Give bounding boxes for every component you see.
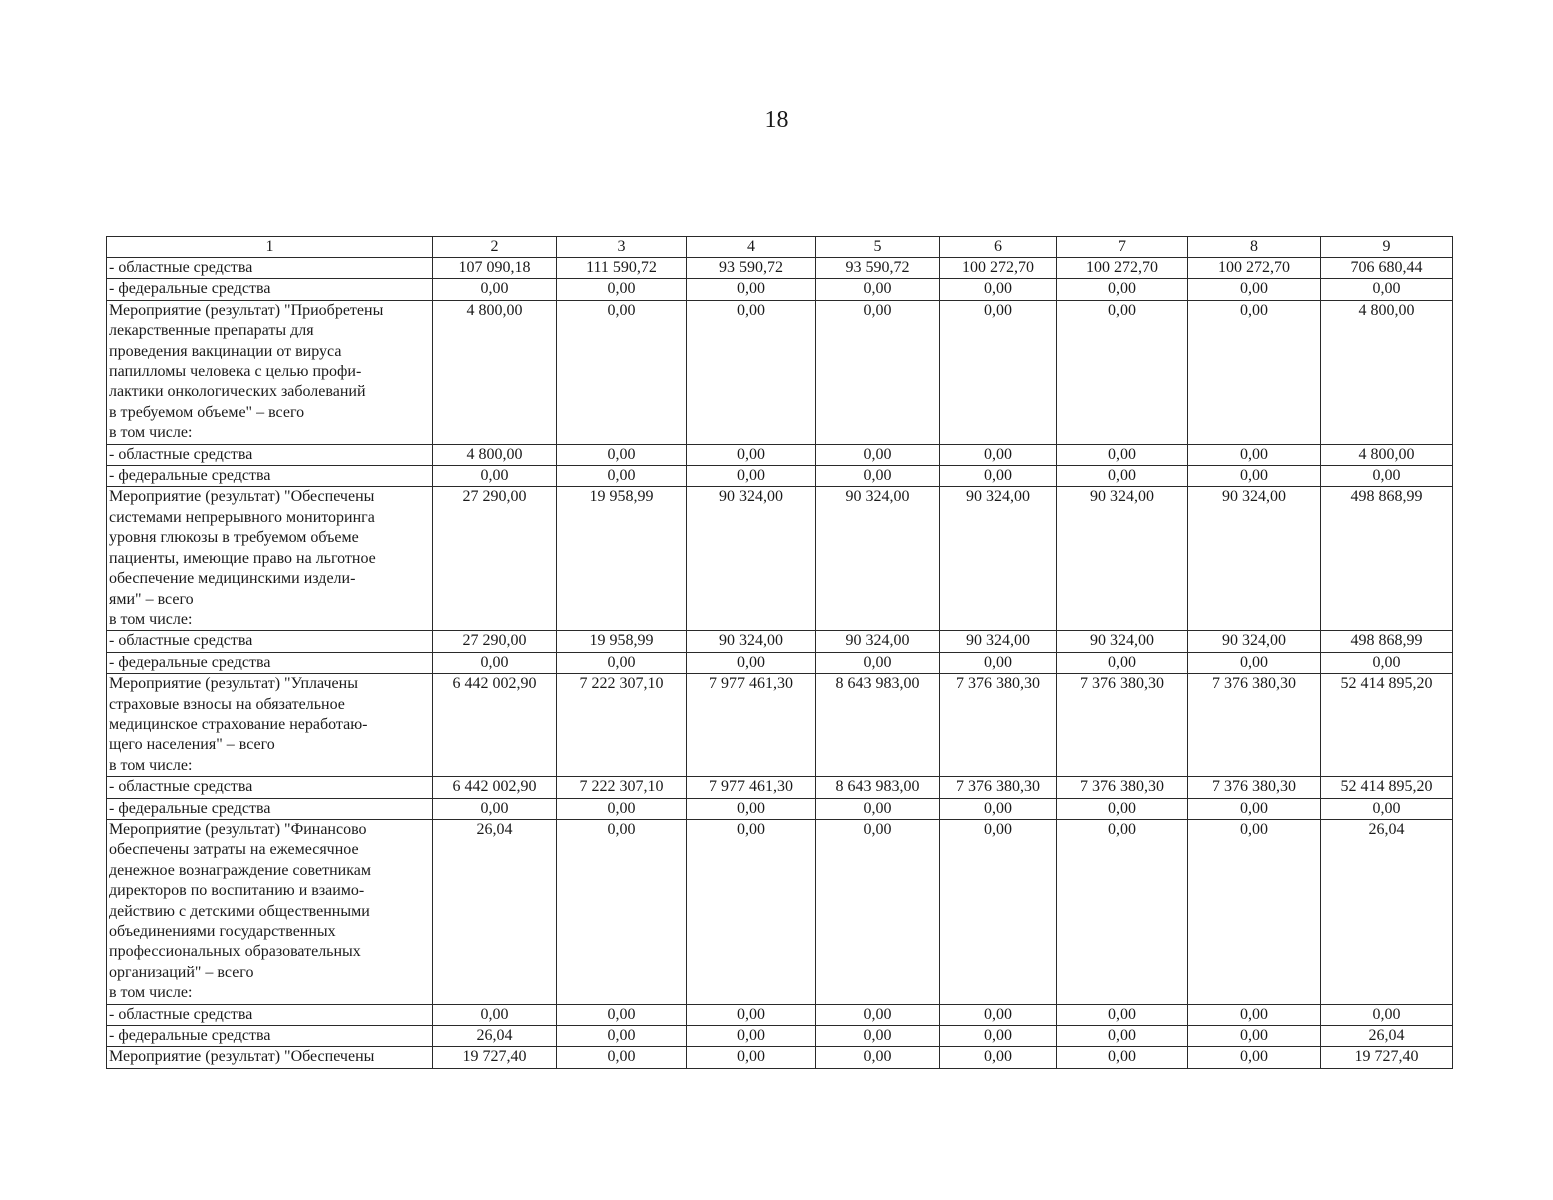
value-cell: 0,00 (940, 279, 1057, 300)
value-cell: 0,00 (1057, 279, 1188, 300)
value-cell: 0,00 (1057, 1004, 1188, 1025)
column-number-5: 5 (816, 237, 940, 258)
value-cell: 90 324,00 (940, 631, 1057, 652)
value-cell: 26,04 (433, 819, 557, 1004)
row-label-line: объединениями государственных (109, 923, 336, 940)
value-cell: 0,00 (1057, 652, 1188, 673)
row-label-line: уровня глюкозы в требуемом объеме (109, 529, 359, 547)
value-cell: 0,00 (687, 652, 816, 673)
table-row (107, 798, 1453, 819)
value-cell: 8 643 983,00 (816, 777, 940, 798)
row-label (107, 300, 433, 444)
value-cell: 0,00 (557, 279, 687, 300)
value-cell: 0,00 (1057, 819, 1188, 1004)
table-row (107, 300, 1453, 444)
value-cell: 0,00 (1188, 300, 1321, 444)
table-row (107, 487, 1453, 631)
row-label (107, 444, 433, 465)
value-cell: 0,00 (687, 1047, 816, 1068)
row-label-line: - федеральные средства (109, 799, 271, 817)
column-number-9: 9 (1321, 237, 1453, 258)
value-cell: 4 800,00 (433, 300, 557, 444)
value-cell: 0,00 (557, 798, 687, 819)
value-cell: 0,00 (557, 819, 687, 1004)
value-cell: 111 590,72 (557, 258, 687, 279)
table-row (107, 819, 1453, 1004)
value-cell: 27 290,00 (433, 487, 557, 631)
row-label-line: проведения вакцинации от вируса (109, 342, 342, 360)
value-cell: 0,00 (1321, 1004, 1453, 1025)
row-label (107, 258, 433, 279)
value-cell: 0,00 (1188, 466, 1321, 487)
row-label-line: Мероприятие (результат) "Уплачены (109, 675, 358, 693)
column-number-4: 4 (687, 237, 816, 258)
row-label-line: - областные средства (109, 632, 253, 650)
row-label-line: - областные средства (109, 445, 253, 463)
value-cell: 0,00 (687, 1004, 816, 1025)
value-cell: 0,00 (1188, 1047, 1321, 1068)
value-cell: 0,00 (687, 279, 816, 300)
value-cell: 0,00 (1188, 279, 1321, 300)
value-cell: 100 272,70 (940, 258, 1057, 279)
value-cell: 7 977 461,30 (687, 674, 816, 777)
row-label-line: Мероприятие (результат) "Обеспечены (109, 488, 375, 506)
column-number-3: 3 (557, 237, 687, 258)
value-cell: 0,00 (687, 798, 816, 819)
value-cell: 0,00 (433, 798, 557, 819)
column-number-1: 1 (107, 237, 433, 258)
value-cell: 0,00 (1321, 466, 1453, 487)
value-cell: 90 324,00 (1188, 631, 1321, 652)
row-label-line: Мероприятие (результат) "Приобретены (109, 301, 384, 319)
value-cell: 0,00 (687, 444, 816, 465)
row-label (107, 652, 433, 673)
value-cell: 706 680,44 (1321, 258, 1453, 279)
value-cell: 0,00 (557, 1047, 687, 1068)
row-label-line: пациенты, имеющие право на льготное (109, 549, 376, 567)
value-cell: 0,00 (816, 300, 940, 444)
value-cell: 0,00 (816, 466, 940, 487)
row-label-line: денежное вознаграждение советникам (109, 861, 371, 879)
row-label (107, 487, 433, 631)
table-row (107, 652, 1453, 673)
row-label-line: - федеральные средства (109, 467, 271, 485)
value-cell: 0,00 (557, 466, 687, 487)
value-cell: 0,00 (687, 300, 816, 444)
column-number-8: 8 (1188, 237, 1321, 258)
value-cell: 26,04 (433, 1026, 557, 1047)
row-label-line: профессиональных образовательных (109, 943, 361, 961)
table-row (107, 631, 1453, 652)
row-label (107, 674, 433, 777)
row-label-line: действию с детскими общественными (109, 902, 370, 920)
row-label-line: щего населения" – всего (109, 736, 275, 754)
value-cell: 0,00 (816, 1004, 940, 1025)
value-cell: 7 977 461,30 (687, 777, 816, 798)
value-cell: 7 222 307,10 (557, 674, 687, 777)
value-cell: 0,00 (940, 444, 1057, 465)
row-label-line: обеспечены затраты на ежемесячное (109, 841, 359, 859)
value-cell: 0,00 (1321, 279, 1453, 300)
value-cell: 7 376 380,30 (1057, 674, 1188, 777)
row-label-line: в том числе: (109, 424, 193, 442)
value-cell: 0,00 (940, 652, 1057, 673)
value-cell: 0,00 (1057, 300, 1188, 444)
value-cell: 0,00 (433, 1004, 557, 1025)
value-cell: 0,00 (940, 819, 1057, 1004)
row-label (107, 466, 433, 487)
table-row (107, 1026, 1453, 1047)
value-cell: 90 324,00 (1188, 487, 1321, 631)
table-body (107, 237, 1453, 1069)
value-cell: 7 376 380,30 (940, 777, 1057, 798)
column-number-2: 2 (433, 237, 557, 258)
table-row (107, 279, 1453, 300)
value-cell: 8 643 983,00 (816, 674, 940, 777)
value-cell: 0,00 (557, 652, 687, 673)
value-cell: 0,00 (940, 798, 1057, 819)
value-cell: 0,00 (816, 1047, 940, 1068)
value-cell: 19 727,40 (1321, 1047, 1453, 1068)
value-cell: 0,00 (433, 279, 557, 300)
row-label-line: Мероприятие (результат) "Финансово (109, 820, 367, 838)
value-cell: 6 442 002,90 (433, 777, 557, 798)
row-label-line: Мероприятие (результат) "Обеспечены (109, 1048, 375, 1066)
row-label-line: директоров по воспитанию и взаимо- (109, 882, 365, 900)
value-cell: 0,00 (816, 444, 940, 465)
value-cell: 0,00 (557, 1004, 687, 1025)
value-cell: 27 290,00 (433, 631, 557, 652)
value-cell: 7 376 380,30 (1188, 777, 1321, 798)
value-cell: 0,00 (940, 1004, 1057, 1025)
value-cell: 90 324,00 (687, 487, 816, 631)
value-cell: 0,00 (1321, 798, 1453, 819)
value-cell: 0,00 (816, 279, 940, 300)
value-cell: 0,00 (433, 466, 557, 487)
row-label (107, 798, 433, 819)
row-label-line: - федеральные средства (109, 1027, 271, 1045)
row-label-line: системами непрерывного мониторинга (109, 508, 375, 526)
row-label-line: ями" – всего (109, 590, 194, 608)
value-cell: 0,00 (816, 798, 940, 819)
table-row (107, 777, 1453, 798)
value-cell: 26,04 (1321, 1026, 1453, 1047)
value-cell: 90 324,00 (940, 487, 1057, 631)
value-cell: 93 590,72 (687, 258, 816, 279)
table-row (107, 1047, 1453, 1068)
value-cell: 7 376 380,30 (1188, 674, 1321, 777)
row-label-line: страховые взносы на обязательное (109, 695, 345, 713)
value-cell: 0,00 (940, 1026, 1057, 1047)
value-cell: 107 090,18 (433, 258, 557, 279)
value-cell: 0,00 (1188, 1026, 1321, 1047)
table-row (107, 444, 1453, 465)
value-cell: 0,00 (1057, 444, 1188, 465)
value-cell: 4 800,00 (433, 444, 557, 465)
value-cell: 498 868,99 (1321, 631, 1453, 652)
value-cell: 0,00 (687, 466, 816, 487)
row-label (107, 1047, 433, 1068)
row-label-line: в том числе: (109, 610, 193, 628)
page-number: 18 (764, 107, 789, 133)
table-row (107, 674, 1453, 777)
value-cell: 52 414 895,20 (1321, 777, 1453, 798)
value-cell: 0,00 (1188, 798, 1321, 819)
value-cell: 0,00 (1188, 819, 1321, 1004)
value-cell: 0,00 (1057, 466, 1188, 487)
row-label (107, 279, 433, 300)
value-cell: 0,00 (687, 1026, 816, 1047)
row-label-line: - федеральные средства (109, 280, 271, 298)
value-cell: 52 414 895,20 (1321, 674, 1453, 777)
row-label-line: папилломы человека с целью профи- (109, 363, 362, 381)
value-cell: 0,00 (940, 300, 1057, 444)
column-number-6: 6 (940, 237, 1057, 258)
value-cell: 6 442 002,90 (433, 674, 557, 777)
table-row (107, 258, 1453, 279)
value-cell: 7 376 380,30 (940, 674, 1057, 777)
value-cell: 19 958,99 (557, 631, 687, 652)
row-label-line: в требуемом объеме" – всего (109, 403, 305, 421)
value-cell: 4 800,00 (1321, 300, 1453, 444)
value-cell: 0,00 (940, 466, 1057, 487)
value-cell: 0,00 (1321, 652, 1453, 673)
value-cell: 7 376 380,30 (1057, 777, 1188, 798)
value-cell: 93 590,72 (816, 258, 940, 279)
table-row (107, 466, 1453, 487)
row-label-line: организаций" – всего (109, 963, 254, 981)
value-cell: 90 324,00 (687, 631, 816, 652)
row-label-line: в том числе: (109, 756, 193, 774)
value-cell: 0,00 (1188, 1004, 1321, 1025)
column-number-7: 7 (1057, 237, 1188, 258)
table-row (107, 1004, 1453, 1025)
row-label (107, 777, 433, 798)
value-cell: 0,00 (816, 652, 940, 673)
value-cell: 0,00 (1057, 798, 1188, 819)
value-cell: 90 324,00 (1057, 631, 1188, 652)
value-cell: 0,00 (433, 652, 557, 673)
value-cell: 19 958,99 (557, 487, 687, 631)
value-cell: 100 272,70 (1057, 258, 1188, 279)
row-label-line: - областные средства (109, 778, 253, 796)
value-cell: 0,00 (1057, 1026, 1188, 1047)
value-cell: 498 868,99 (1321, 487, 1453, 631)
value-cell: 0,00 (1188, 444, 1321, 465)
column-number-row (107, 237, 1453, 258)
value-cell: 0,00 (557, 444, 687, 465)
budget-table (106, 236, 1453, 1069)
value-cell: 0,00 (687, 819, 816, 1004)
value-cell: 19 727,40 (433, 1047, 557, 1068)
value-cell: 0,00 (1057, 1047, 1188, 1068)
value-cell: 7 222 307,10 (557, 777, 687, 798)
value-cell: 0,00 (557, 300, 687, 444)
row-label (107, 631, 433, 652)
value-cell: 0,00 (940, 1047, 1057, 1068)
value-cell: 0,00 (557, 1026, 687, 1047)
value-cell: 0,00 (816, 1026, 940, 1047)
row-label (107, 819, 433, 1004)
row-label-line: - областные средства (109, 259, 253, 276)
value-cell: 90 324,00 (816, 631, 940, 652)
value-cell: 100 272,70 (1188, 258, 1321, 279)
row-label-line: лекарственные препараты для (109, 322, 314, 340)
row-label-line: лактики онкологических заболеваний (109, 383, 366, 401)
value-cell: 0,00 (1188, 652, 1321, 673)
row-label (107, 1004, 433, 1025)
row-label-line: медицинское страхование неработаю- (109, 715, 368, 733)
value-cell: 90 324,00 (816, 487, 940, 631)
row-label-line: обеспечение медицинскими издели- (109, 570, 356, 588)
row-label-line: - областные средства (109, 1005, 253, 1023)
row-label-line: в том числе: (109, 984, 193, 1002)
value-cell: 4 800,00 (1321, 444, 1453, 465)
value-cell: 0,00 (816, 819, 940, 1004)
row-label (107, 1026, 433, 1047)
row-label-line: - федеральные средства (109, 653, 271, 671)
value-cell: 90 324,00 (1057, 487, 1188, 631)
value-cell: 26,04 (1321, 819, 1453, 1004)
